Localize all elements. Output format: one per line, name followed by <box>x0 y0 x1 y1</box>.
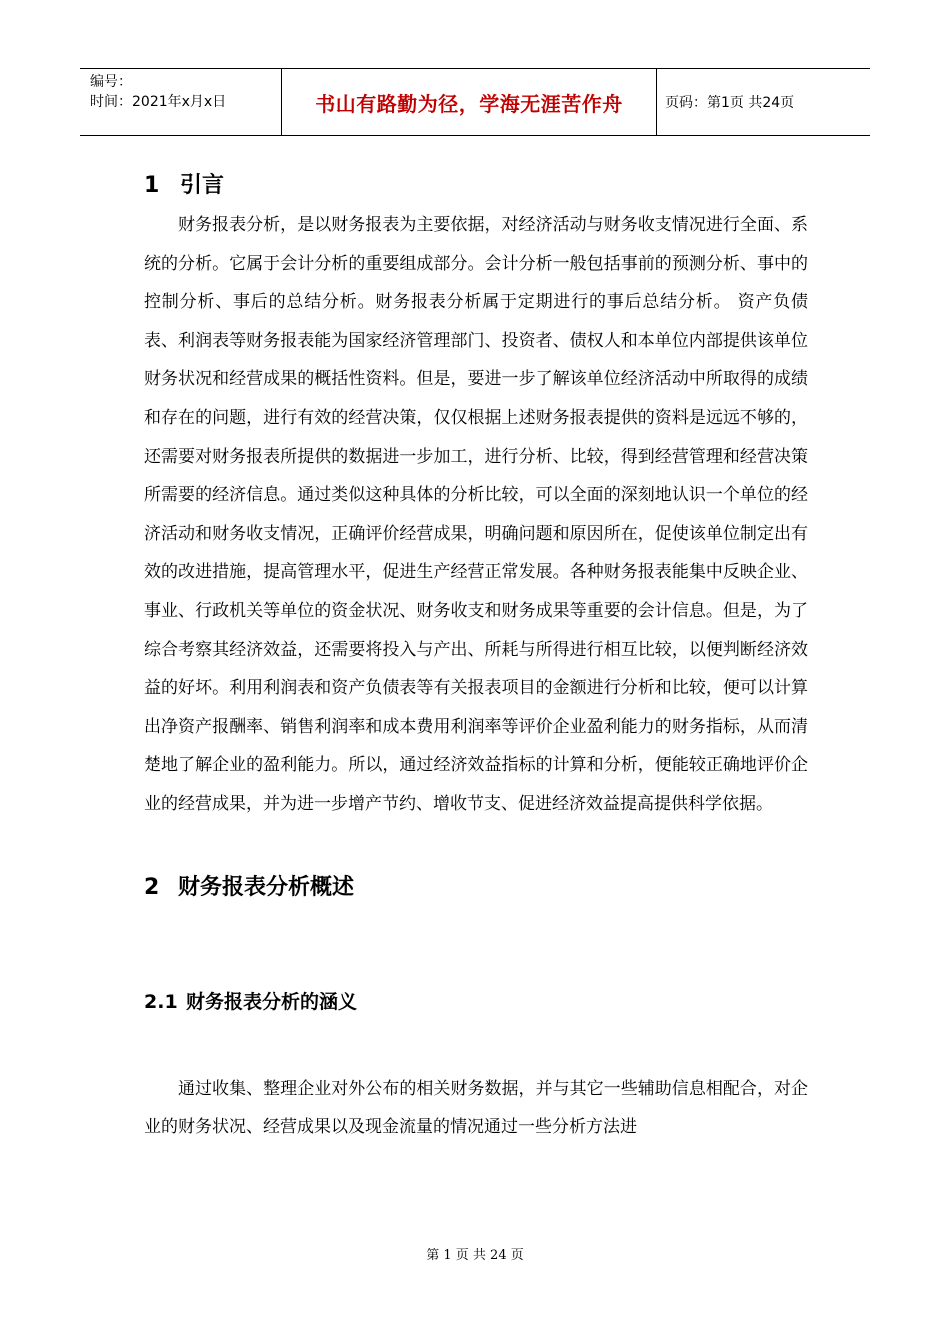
header-number-label: 编号： <box>90 74 132 90</box>
section-number: 2 <box>144 874 160 900</box>
definition-paragraph: 通过收集、整理企业对外公布的相关财务数据，并与其它一些辅助信息相配合，对企业的财务状况、经营成果以及现金流量的情况通过一些分析方法进 <box>144 1078 808 1138</box>
document-body <box>144 166 808 1147</box>
section-title: 财务报表分析概述 <box>178 874 355 900</box>
header-motto: 书山有路勤为径，学海无涯苦作舟 <box>282 69 657 135</box>
subsection-heading-2-1 <box>144 984 808 1020</box>
section-title: 引言 <box>180 173 225 198</box>
page-header <box>80 68 870 136</box>
section-number: 1 <box>144 173 160 198</box>
section-heading-1 <box>144 166 808 206</box>
section-heading-2 <box>144 868 808 908</box>
header-meta <box>80 69 282 135</box>
header-date-label: 时间：2021年x月x日 <box>90 94 227 110</box>
subsection-title: 财务报表分析的涵义 <box>186 990 358 1013</box>
intro-paragraph: 财务报表分析，是以财务报表为主要依据，对经济活动与财务收支情况进行全面、系统的分析。它属于会计分析的重要组成部分。会计分析一般包括事前的预测分析、事中的控制分析、事后的总结分析。财务报表分析属于定期进行的事后总结分析。 资产负债表、利润表等财务报表能为国家经济管理部门、投资者、债权人和本单位内部提供该单位财务状况和经营成果的概括性资料。但是，要进一步了解该单位经济活动中所取得的成绩和存在的问题，进行有效的经营决策，仅仅根据上述财务报表提供的资料是远远不够的，还需要对财务报表所提供的数据进一步加工，进行分析、比较，得到经营管理和经营决策所需要的经济信息。通过类似这种具体的分析比较，可以全面的深刻地认识一个单位的经济活动和财务收支情况，正确评价经营成果，明确问题和原因所在，促使该单位制定出有效的改进措施，提高管理水平，促进生产经营正常发展。各种财务报表能集中反映企业、事业、行政机关等单位的资金状况、财务收支和财务成果等重要的会计信息。但是，为了综合考察其经济效益，还需要将投入与产出、所耗与所得进行相互比较，以便判断经济效益的好坏。利用利润表和资产负债表等有关报表项目的金额进行分析和比较，便可以计算出净资产报酬率、销售利润率和成本费用利润率等评价企业盈利能力的财务指标，从而清楚地了解企业的盈利能力。所以，通过经济效益指标的计算和分析，便能较正确地评价企业的经营成果，并为进一步增产节约、增收节支、促进经济效益提高提供科学依据。 <box>144 215 808 814</box>
header-page-info: 页码：第1页 共24页 <box>665 95 795 111</box>
page-footer: 第 1 页 共 24 页 <box>426 1248 524 1263</box>
subsection-number: 2.1 <box>144 990 178 1013</box>
